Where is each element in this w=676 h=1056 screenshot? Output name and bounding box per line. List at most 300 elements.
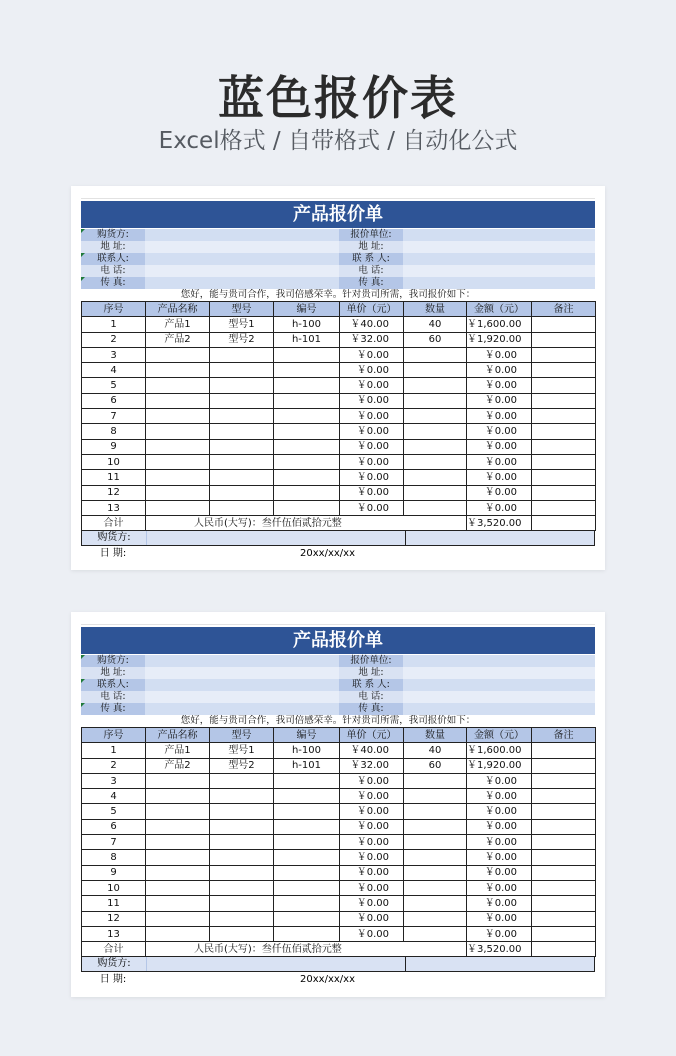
table-row [82,500,596,515]
info-value-right[interactable] [403,679,595,691]
table-cell[interactable] [210,424,274,439]
table-cell[interactable] [404,500,467,515]
table-cell[interactable]: ￥0.00 [467,393,532,408]
table-cell[interactable]: ￥40.00 [340,743,404,758]
buyer-signature-row [81,957,595,972]
table-cell[interactable] [146,424,210,439]
info-label-left: 联系人: [97,679,129,690]
table-cell[interactable]: 产品1 [146,317,210,332]
table-cell[interactable] [532,393,596,408]
date-row [81,972,595,988]
col-header: 金额（元） [467,728,532,743]
col-header: 单价（元） [340,302,404,317]
date-row [81,546,595,562]
table-cell[interactable] [532,926,596,941]
table-cell[interactable] [532,758,596,773]
table-cell[interactable]: ￥0.00 [467,789,532,804]
buyer-label: 购货方: [82,957,146,971]
table-cell[interactable] [210,896,274,911]
table-cell[interactable]: ￥0.00 [340,773,404,788]
info-label-left: 购货方: [97,655,129,666]
table-row [82,865,596,880]
seller-value[interactable] [405,957,594,971]
info-value-right[interactable] [403,691,595,703]
table-cell[interactable] [274,470,340,485]
table-cell[interactable] [532,819,596,834]
info-row-phone [81,691,595,703]
table-cell[interactable]: ￥0.00 [467,926,532,941]
table-row [82,789,596,804]
table-cell[interactable] [532,789,596,804]
table-cell[interactable] [210,485,274,500]
table-cell[interactable]: ￥0.00 [467,424,532,439]
table-cell[interactable]: ￥0.00 [340,789,404,804]
table-cell[interactable]: ￥0.00 [340,850,404,865]
table-cell[interactable]: h-100 [274,743,340,758]
table-cell[interactable]: 40 [404,743,467,758]
table-cell[interactable]: 12 [82,911,146,926]
table-cell[interactable]: ￥0.00 [467,378,532,393]
info-label-right: 报价单位: [350,655,392,666]
table-cell[interactable] [210,850,274,865]
table-cell[interactable]: 4 [82,789,146,804]
date-value[interactable]: 20xx/xx/xx [300,548,355,560]
table-cell[interactable]: 9 [82,865,146,880]
table-cell[interactable] [274,485,340,500]
table-cell[interactable] [146,850,210,865]
table-cell[interactable]: 产品1 [146,743,210,758]
table-cell[interactable] [274,347,340,362]
date-label: 日 期: [99,548,127,560]
table-cell[interactable]: 1 [82,317,146,332]
table-cell[interactable] [404,880,467,895]
table-cell[interactable]: 6 [82,393,146,408]
total-rmb-words[interactable]: 人民币(大写)：叁仟伍佰贰拾元整 [146,942,467,957]
table-cell[interactable]: ￥0.00 [467,485,532,500]
table-cell[interactable] [404,424,467,439]
table-cell[interactable]: ￥0.00 [467,773,532,788]
table-cell[interactable]: 4 [82,363,146,378]
buyer-value[interactable] [146,531,405,545]
table-cell[interactable]: ￥0.00 [340,470,404,485]
table-cell[interactable] [274,378,340,393]
info-label-left: 电 话: [100,691,126,702]
table-cell[interactable]: ￥0.00 [467,819,532,834]
table-cell[interactable] [274,835,340,850]
info-label-left: 地 址: [100,667,126,678]
table-cell[interactable] [146,470,210,485]
info-label-left: 地 址: [100,241,126,252]
info-value-left[interactable] [145,253,339,265]
table-cell[interactable] [532,454,596,469]
table-header-row [82,728,596,743]
table-cell[interactable] [404,911,467,926]
table-row [82,850,596,865]
total-amount[interactable]: ￥3,520.00 [467,942,532,957]
table-cell[interactable] [532,470,596,485]
info-label-left: 传 真: [100,277,126,288]
table-cell[interactable] [532,896,596,911]
table-cell[interactable] [146,911,210,926]
table-cell[interactable]: ￥0.00 [340,865,404,880]
table-cell[interactable]: h-100 [274,317,340,332]
table-cell[interactable] [274,424,340,439]
info-value-left[interactable] [145,667,339,679]
table-cell[interactable] [146,363,210,378]
info-value-right[interactable] [403,667,595,679]
table-cell[interactable] [274,819,340,834]
table-cell[interactable] [404,485,467,500]
table-cell[interactable]: ￥0.00 [467,454,532,469]
table-cell[interactable] [210,347,274,362]
table-cell[interactable]: 2 [82,332,146,347]
total-note[interactable] [532,516,596,531]
info-value-right[interactable] [403,241,595,253]
col-header: 单价（元） [340,728,404,743]
table-cell[interactable]: 10 [82,880,146,895]
date-value[interactable]: 20xx/xx/xx [300,974,355,986]
table-cell[interactable] [532,850,596,865]
table-row [82,317,596,332]
table-cell[interactable] [210,804,274,819]
table-cell[interactable]: ￥0.00 [467,804,532,819]
table-cell[interactable] [210,439,274,454]
table-row [82,378,596,393]
table-cell[interactable] [146,347,210,362]
table-cell[interactable]: ￥0.00 [467,363,532,378]
table-cell[interactable] [532,485,596,500]
table-cell[interactable] [532,911,596,926]
info-label-right: 地 址: [358,667,384,678]
info-value-left[interactable] [145,241,339,253]
table-cell[interactable] [146,835,210,850]
table-cell[interactable]: h-101 [274,332,340,347]
table-cell[interactable] [210,789,274,804]
table-cell[interactable] [274,865,340,880]
table-cell[interactable]: 产品2 [146,758,210,773]
table-cell[interactable] [532,424,596,439]
table-cell[interactable] [404,819,467,834]
table-cell[interactable]: 2 [82,758,146,773]
table-cell[interactable]: ￥1,600.00 [467,317,532,332]
table-cell[interactable]: ￥0.00 [467,896,532,911]
table-cell[interactable]: 40 [404,317,467,332]
table-cell[interactable] [146,773,210,788]
table-cell[interactable] [404,804,467,819]
table-cell[interactable] [532,378,596,393]
col-header: 数量 [404,728,467,743]
table-cell[interactable]: ￥0.00 [467,409,532,424]
table-cell[interactable] [274,926,340,941]
table-row [82,911,596,926]
table-cell[interactable] [404,773,467,788]
quote-table [81,301,596,531]
table-cell[interactable]: ￥1,600.00 [467,743,532,758]
table-cell[interactable] [532,409,596,424]
info-value-left[interactable] [145,277,339,289]
table-cell[interactable]: 9 [82,439,146,454]
table-cell[interactable] [210,926,274,941]
table-row [82,773,596,788]
table-cell[interactable] [210,378,274,393]
table-cell[interactable] [404,926,467,941]
info-label-right: 电 话: [358,691,384,702]
table-cell[interactable]: ￥0.00 [340,880,404,895]
table-cell[interactable]: ￥0.00 [340,424,404,439]
col-header: 金额（元） [467,302,532,317]
table-cell[interactable]: ￥0.00 [340,439,404,454]
table-cell[interactable] [274,454,340,469]
total-row [82,942,596,957]
table-cell[interactable] [532,773,596,788]
table-row [82,743,596,758]
table-cell[interactable]: ￥0.00 [340,804,404,819]
table-cell[interactable] [532,865,596,880]
seller-value[interactable] [405,531,594,545]
info-value-left[interactable] [145,229,339,241]
table-cell[interactable]: ￥0.00 [467,835,532,850]
table-cell[interactable]: ￥0.00 [340,454,404,469]
table-cell[interactable]: ￥0.00 [340,347,404,362]
table-cell[interactable]: ￥0.00 [340,835,404,850]
table-cell[interactable] [274,409,340,424]
total-label: 合计 [82,942,146,957]
table-cell[interactable] [210,363,274,378]
table-cell[interactable] [532,363,596,378]
table-cell[interactable] [210,773,274,788]
total-label: 合计 [82,516,146,531]
total-note[interactable] [532,942,596,957]
info-label-right: 联 系 人: [352,679,390,690]
table-cell[interactable]: ￥0.00 [467,880,532,895]
table-cell[interactable]: ￥0.00 [340,378,404,393]
table-cell[interactable]: 型号2 [210,332,274,347]
table-cell[interactable] [146,393,210,408]
table-cell[interactable]: h-101 [274,758,340,773]
buyer-signature-row [81,531,595,546]
table-cell[interactable] [210,393,274,408]
table-cell[interactable] [532,317,596,332]
table-cell[interactable] [274,773,340,788]
info-value-right[interactable] [403,277,595,289]
table-cell[interactable] [274,393,340,408]
date-label: 日 期: [99,974,127,986]
table-cell[interactable] [274,880,340,895]
table-cell[interactable]: ￥0.00 [467,500,532,515]
table-cell[interactable]: 5 [82,378,146,393]
info-value-right[interactable] [403,703,595,715]
table-cell[interactable] [146,454,210,469]
table-cell[interactable]: ￥0.00 [340,363,404,378]
table-cell[interactable] [210,454,274,469]
table-cell[interactable] [210,500,274,515]
table-row [82,363,596,378]
table-cell[interactable]: 11 [82,896,146,911]
table-cell[interactable] [404,363,467,378]
table-cell[interactable] [146,865,210,880]
info-value-left[interactable] [145,655,339,667]
info-row-phone [81,265,595,277]
table-cell[interactable]: 型号2 [210,758,274,773]
table-cell[interactable]: 13 [82,926,146,941]
table-cell[interactable]: 7 [82,409,146,424]
table-cell[interactable]: ￥0.00 [340,911,404,926]
table-cell[interactable]: ￥32.00 [340,758,404,773]
table-cell[interactable]: ￥0.00 [467,865,532,880]
table-cell[interactable] [404,896,467,911]
table-cell[interactable]: ￥0.00 [340,500,404,515]
table-cell[interactable]: 8 [82,850,146,865]
table-cell[interactable]: 产品2 [146,332,210,347]
col-header: 产品名称 [146,728,210,743]
table-cell[interactable] [274,789,340,804]
table-cell[interactable]: ￥0.00 [467,470,532,485]
total-rmb-words[interactable]: 人民币(大写)：叁仟伍佰贰拾元整 [146,516,467,531]
table-cell[interactable] [532,804,596,819]
table-cell[interactable]: 6 [82,819,146,834]
table-cell[interactable] [146,485,210,500]
table-cell[interactable] [532,880,596,895]
table-cell[interactable]: 型号1 [210,743,274,758]
info-value-right[interactable] [403,253,595,265]
table-cell[interactable]: ￥0.00 [340,926,404,941]
table-cell[interactable] [146,409,210,424]
table-cell[interactable] [274,500,340,515]
table-cell[interactable] [532,500,596,515]
info-row-buyer [81,655,595,667]
info-value-left[interactable] [145,691,339,703]
info-row-contact [81,253,595,265]
table-row [82,880,596,895]
table-cell[interactable] [146,378,210,393]
table-cell[interactable]: 3 [82,347,146,362]
buyer-label: 购货方: [82,531,146,545]
info-row-fax [81,703,595,715]
table-cell[interactable]: 11 [82,470,146,485]
table-cell[interactable] [210,835,274,850]
table-cell[interactable]: 1 [82,743,146,758]
table-cell[interactable] [532,835,596,850]
table-cell[interactable]: 13 [82,500,146,515]
buyer-value[interactable] [146,957,405,971]
table-cell[interactable] [274,804,340,819]
info-row-fax [81,277,595,289]
table-cell[interactable] [404,470,467,485]
table-row [82,896,596,911]
table-cell[interactable]: ￥0.00 [340,393,404,408]
info-value-left[interactable] [145,703,339,715]
table-cell[interactable] [274,363,340,378]
info-value-left[interactable] [145,679,339,691]
table-cell[interactable] [146,880,210,895]
table-cell[interactable] [210,819,274,834]
info-label-right: 联 系 人: [352,253,390,264]
table-cell[interactable]: 型号1 [210,317,274,332]
table-cell[interactable]: 5 [82,804,146,819]
info-value-right[interactable] [403,229,595,241]
table-cell[interactable]: ￥0.00 [467,850,532,865]
table-cell[interactable] [404,454,467,469]
table-cell[interactable] [210,470,274,485]
table-cell[interactable] [274,850,340,865]
table-cell[interactable] [146,804,210,819]
table-cell[interactable] [404,347,467,362]
table-cell[interactable] [210,911,274,926]
table-cell[interactable]: ￥0.00 [467,439,532,454]
sheet-title: 产品报价单 [81,201,595,229]
table-cell[interactable] [210,865,274,880]
table-cell[interactable]: ￥1,920.00 [467,332,532,347]
table-cell[interactable] [532,439,596,454]
table-cell[interactable] [532,332,596,347]
table-cell[interactable] [404,865,467,880]
info-label-right: 传 真: [358,277,384,288]
table-cell[interactable] [146,789,210,804]
info-value-right[interactable] [403,265,595,277]
table-row [82,454,596,469]
table-cell[interactable] [146,926,210,941]
table-cell[interactable] [532,743,596,758]
table-cell[interactable]: 10 [82,454,146,469]
table-cell[interactable]: 3 [82,773,146,788]
table-cell[interactable]: 8 [82,424,146,439]
table-cell[interactable] [146,896,210,911]
table-cell[interactable] [532,347,596,362]
table-row [82,485,596,500]
table-cell[interactable]: 60 [404,332,467,347]
table-cell[interactable] [404,789,467,804]
table-cell[interactable] [404,409,467,424]
info-value-left[interactable] [145,265,339,277]
table-cell[interactable] [404,850,467,865]
table-cell[interactable]: ￥0.00 [340,896,404,911]
table-cell[interactable]: 60 [404,758,467,773]
table-cell[interactable]: ￥40.00 [340,317,404,332]
table-cell[interactable]: ￥0.00 [340,409,404,424]
table-cell[interactable] [274,911,340,926]
info-value-right[interactable] [403,655,595,667]
table-cell[interactable]: ￥0.00 [340,485,404,500]
table-cell[interactable] [274,439,340,454]
table-cell[interactable]: ￥32.00 [340,332,404,347]
table-cell[interactable] [404,393,467,408]
table-cell[interactable]: 12 [82,485,146,500]
table-cell[interactable] [404,835,467,850]
table-cell[interactable]: 7 [82,835,146,850]
table-row [82,439,596,454]
info-label-right: 传 真: [358,703,384,714]
table-cell[interactable] [210,880,274,895]
table-cell[interactable] [404,378,467,393]
table-cell[interactable] [210,409,274,424]
total-row [82,516,596,531]
table-cell[interactable]: ￥0.00 [467,347,532,362]
table-cell[interactable]: ￥0.00 [467,911,532,926]
col-header: 序号 [82,728,146,743]
total-amount[interactable]: ￥3,520.00 [467,516,532,531]
quote-table [81,727,596,957]
table-cell[interactable] [274,896,340,911]
table-cell[interactable] [146,500,210,515]
table-cell[interactable]: ￥1,920.00 [467,758,532,773]
col-header: 数量 [404,302,467,317]
info-row-address [81,241,595,253]
table-cell[interactable] [404,439,467,454]
table-cell[interactable] [146,439,210,454]
col-header: 产品名称 [146,302,210,317]
table-cell[interactable] [146,819,210,834]
table-cell[interactable]: ￥0.00 [340,819,404,834]
